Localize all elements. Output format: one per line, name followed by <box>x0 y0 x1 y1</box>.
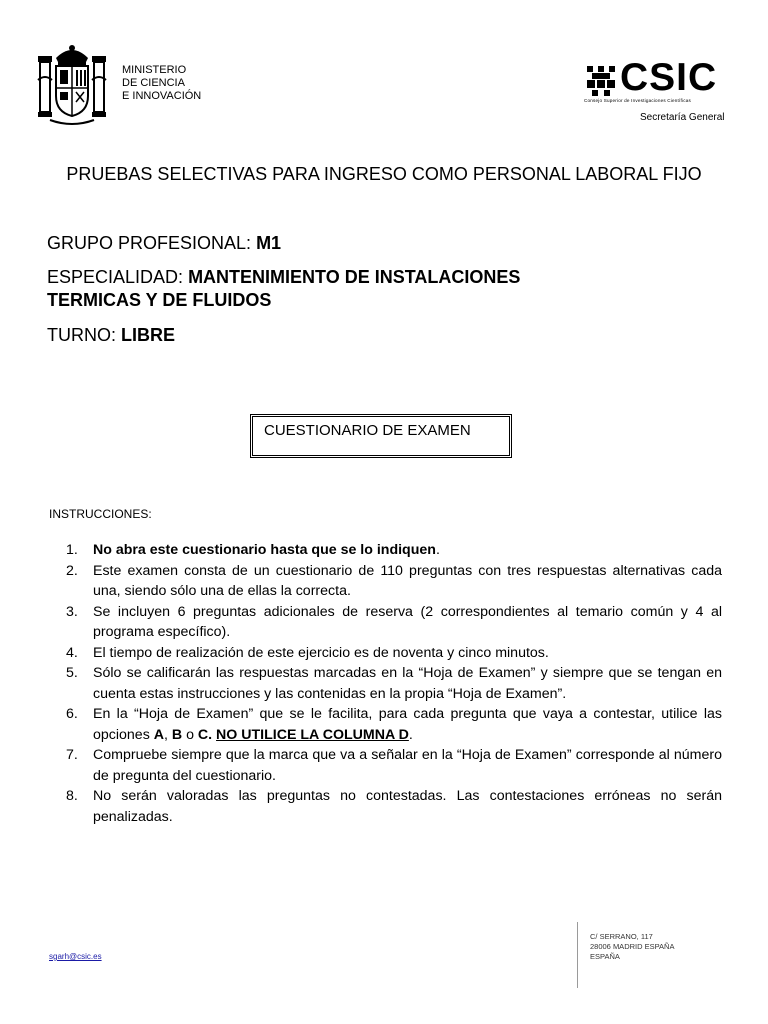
list-item <box>66 602 722 643</box>
option-b: B <box>171 726 183 743</box>
csic-wordmark: CSIC <box>620 56 718 99</box>
address-line: C/ SERRANO, 117 <box>590 932 653 941</box>
item-number: 6. <box>66 706 78 722</box>
list-item: 1. No abra este cuestionario hasta que se lo indiquen. <box>66 540 722 561</box>
item-text: El tiempo de realización de este ejercicio es de noventa y cinco minutos. <box>93 644 549 661</box>
item-number: 2. <box>66 562 78 579</box>
contact-email-link[interactable]: sgarh@csic.es <box>49 952 102 961</box>
secretaria-general: Secretaría General <box>640 112 725 123</box>
specialty-label: ESPECIALIDAD: <box>47 267 184 287</box>
coat-of-arms-logo <box>36 40 108 126</box>
instructions-list <box>66 540 722 827</box>
option-c: C. <box>197 726 213 743</box>
specialty-field <box>47 266 520 312</box>
item-number: 5. <box>66 665 78 681</box>
postal-address <box>590 932 674 962</box>
list-item <box>66 745 722 786</box>
ministry-line-3: E INNOVACIÓN <box>122 90 202 102</box>
item-text: Se incluyen 6 preguntas adicionales de reserva (2 correspondientes al temario común y 4 al programa específico). <box>93 603 722 640</box>
exam-title-box <box>250 414 512 458</box>
separator: o <box>182 726 198 743</box>
specialty-value-line1: MANTENIMIENTO DE INSTALACIONES <box>188 267 521 287</box>
ministry-name <box>122 64 201 103</box>
list-item <box>66 561 722 602</box>
turno-value: LIBRE <box>121 325 176 345</box>
separator: , <box>163 726 172 743</box>
footer-divider <box>577 922 578 988</box>
item-number: 1. <box>66 542 78 558</box>
item-text: Este examen consta de un cuestionario de 110 preguntas con tres respuestas alternativas cada una, siendo sólo una de ellas la correcta. <box>93 562 722 599</box>
group-label: GRUPO PROFESIONAL: <box>47 233 252 253</box>
address-line: 28006 MADRID ESPAÑA <box>590 942 675 951</box>
ministry-line-2: DE CIENCIA <box>122 77 185 89</box>
item-text: Sólo se calificarán las respuestas marcadas en la “Hoja de Examen” y siempre que se tengan en cuenta estas instrucciones y las contenidas en la propia “Hoja de Examen”. <box>93 665 722 702</box>
csic-emblem-icon <box>584 64 618 98</box>
turno-label: TURNO: <box>47 325 116 345</box>
specialty-value-line2: TERMICAS Y DE FLUIDOS <box>47 290 272 310</box>
item-number: 3. <box>66 603 78 620</box>
page-title: PRUEBAS SELECTIVAS PARA INGRESO COMO PERSONAL LABORAL FIJO <box>66 164 702 184</box>
group-value: M1 <box>256 233 282 253</box>
option-a: A <box>153 726 164 743</box>
item-text: No abra este cuestionario hasta que se lo indiquen <box>93 542 436 558</box>
item-text: Compruebe siempre que la marca que va a señalar en la “Hoja de Examen” corresponde al número de pregunta del cuestionario. <box>93 747 722 784</box>
group-field <box>47 232 281 254</box>
list-item <box>66 663 722 704</box>
turno-field <box>47 324 175 346</box>
list-item <box>66 643 722 664</box>
item-text: En la “Hoja de Examen” que se le facilita, para cada pregunta que vaya a contestar, utilice las opciones <box>93 706 722 743</box>
list-item <box>66 786 722 827</box>
item-number: 4. <box>66 644 78 661</box>
address-line: ESPAÑA <box>590 952 620 961</box>
item-text: No serán valoradas las preguntas no contestadas. Las contestaciones erróneas no serán penalizadas. <box>93 788 722 825</box>
csic-subtitle: Consejo Superior de Investigaciones Científicas <box>584 98 691 103</box>
item-number: 8. <box>66 788 78 804</box>
instructions-heading: INSTRUCCIONES: <box>49 507 152 521</box>
column-d-warning: NO UTILICE LA COLUMNA D <box>216 726 409 743</box>
list-item: 6. En la “Hoja de Examen” que se le facilita, para cada pregunta que vaya a contestar, utilice las opciones A, B o C. NO UTILICE LA COLUMNA D. <box>66 706 722 743</box>
exam-title: CUESTIONARIO DE EXAMEN <box>264 422 471 439</box>
item-number: 7. <box>66 747 78 763</box>
ministry-line-1: MINISTERIO <box>122 64 187 76</box>
